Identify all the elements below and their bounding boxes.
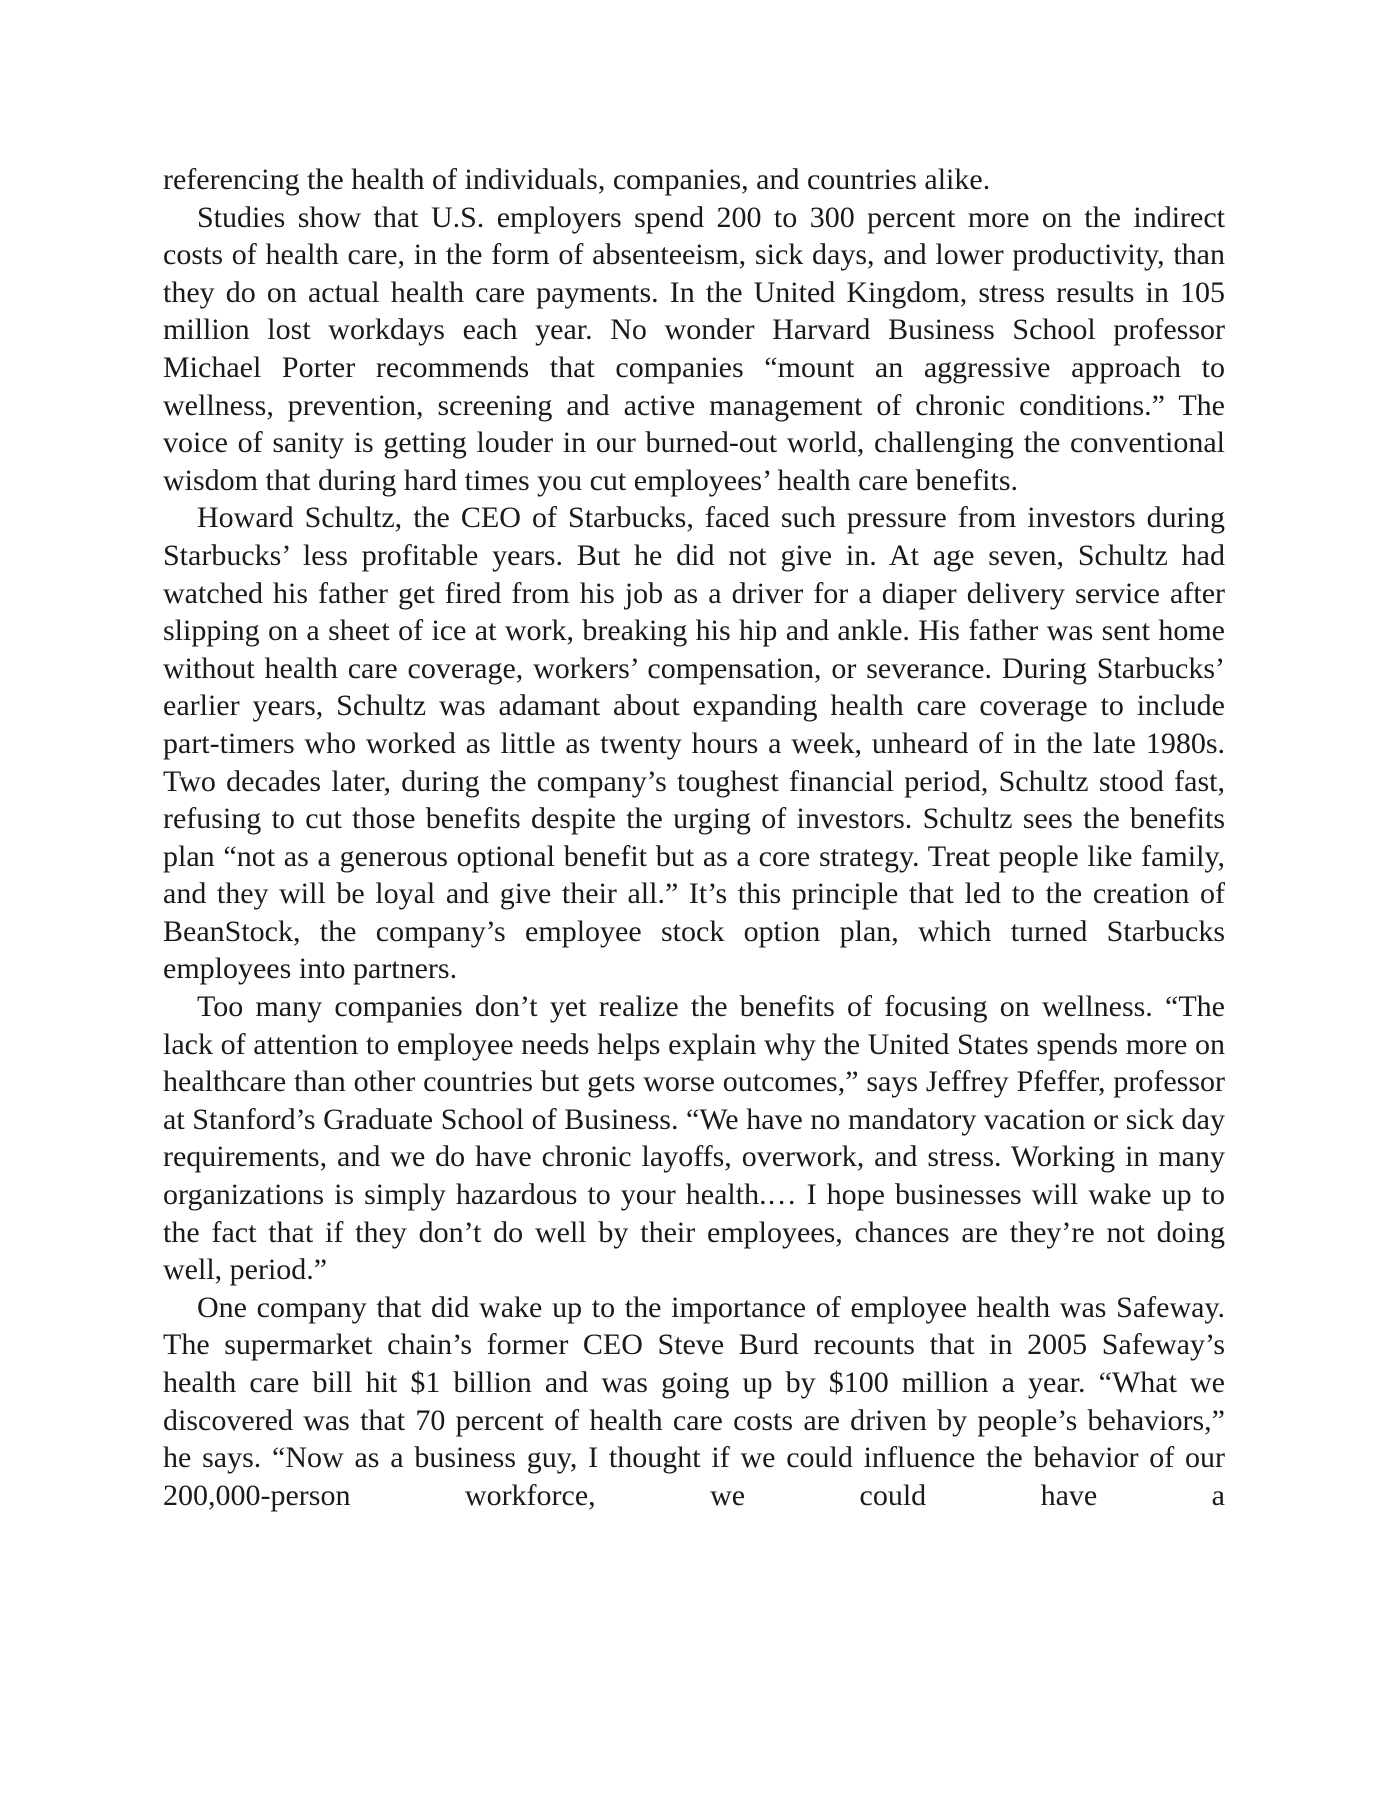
paragraph-employer-health-costs: Studies show that U.S. employers spend 200 to 300 percent more on the indirect costs of health care, in the form of absenteeism, sick days, and lower productivity, than they do on actual health care payments. In the United Kingdom, stress results in 105 million lost workdays each year. No wonder Harvard Business School professor Michael Porter recommends that companies “mount an aggressive approach to wellness, prevention, screening and active management of chronic conditions.” The voice of sanity is getting louder in our burned-out world, challenging the conventional wisdom that during hard times you cut employees’ health care benefits. xyxy=(163,200,1225,497)
paragraph-wellness-pfeffer: Too many companies don’t yet realize the benefits of focusing on wellness. “The lack of attention to employee needs helps explain why the United States spends more on healthcare than other countries but gets worse outcomes,” says Jeffrey Pfeffer, professor at Stanford’s Graduate School of Business. “We have no mandatory vacation or sick day requirements, and we do have chronic layoffs, overwork, and stress. Working in many organizations is simply hazardous to your health.… I hope businesses will wake up to the fact that if they don’t do well by their employees, chances are they’re not doing well, period.” xyxy=(163,990,1225,1287)
paragraph-safeway-burd: One company that did wake up to the importance of employee health was Safeway. The supermarket chain’s former CEO Steve Burd recounts that in 2005 Safeway’s health care bill hit $1 billion and was going up by $100 million a year. “What we discovered was that 70 percent of health care costs are driven by people’s behaviors,” he says. “Now as a business guy, I thought if we could influence the behavior of our 200,000-person workforce, we could have a xyxy=(163,1290,1225,1512)
paragraph-continuation: referencing the health of individuals, companies, and countries alike. xyxy=(163,163,991,196)
page-body xyxy=(163,161,1225,1514)
paragraph-starbucks-schultz: Howard Schultz, the CEO of Starbucks, faced such pressure from investors during Starbucks’ less profitable years. But he did not give in. At age seven, Schultz had watched his father get fired from his job as a driver for a diaper delivery service after slipping on a sheet of ice at work, breaking his hip and ankle. His father was sent home without health care coverage, workers’ compensation, or severance. During Starbucks’ earlier years, Schultz was adamant about expanding health care coverage to include part-timers who worked as little as twenty hours a week, unheard of in the late 1980s. Two decades later, during the company’s toughest financial period, Schultz stood fast, refusing to cut those benefits despite the urging of investors. Schultz sees the benefits plan “not as a generous optional benefit but as a core strategy. Treat people like family, and they will be loyal and give their all.” It’s this principle that led to the creation of BeanStock, the company’s employee stock option plan, which turned Starbucks employees into partners. xyxy=(163,501,1225,986)
